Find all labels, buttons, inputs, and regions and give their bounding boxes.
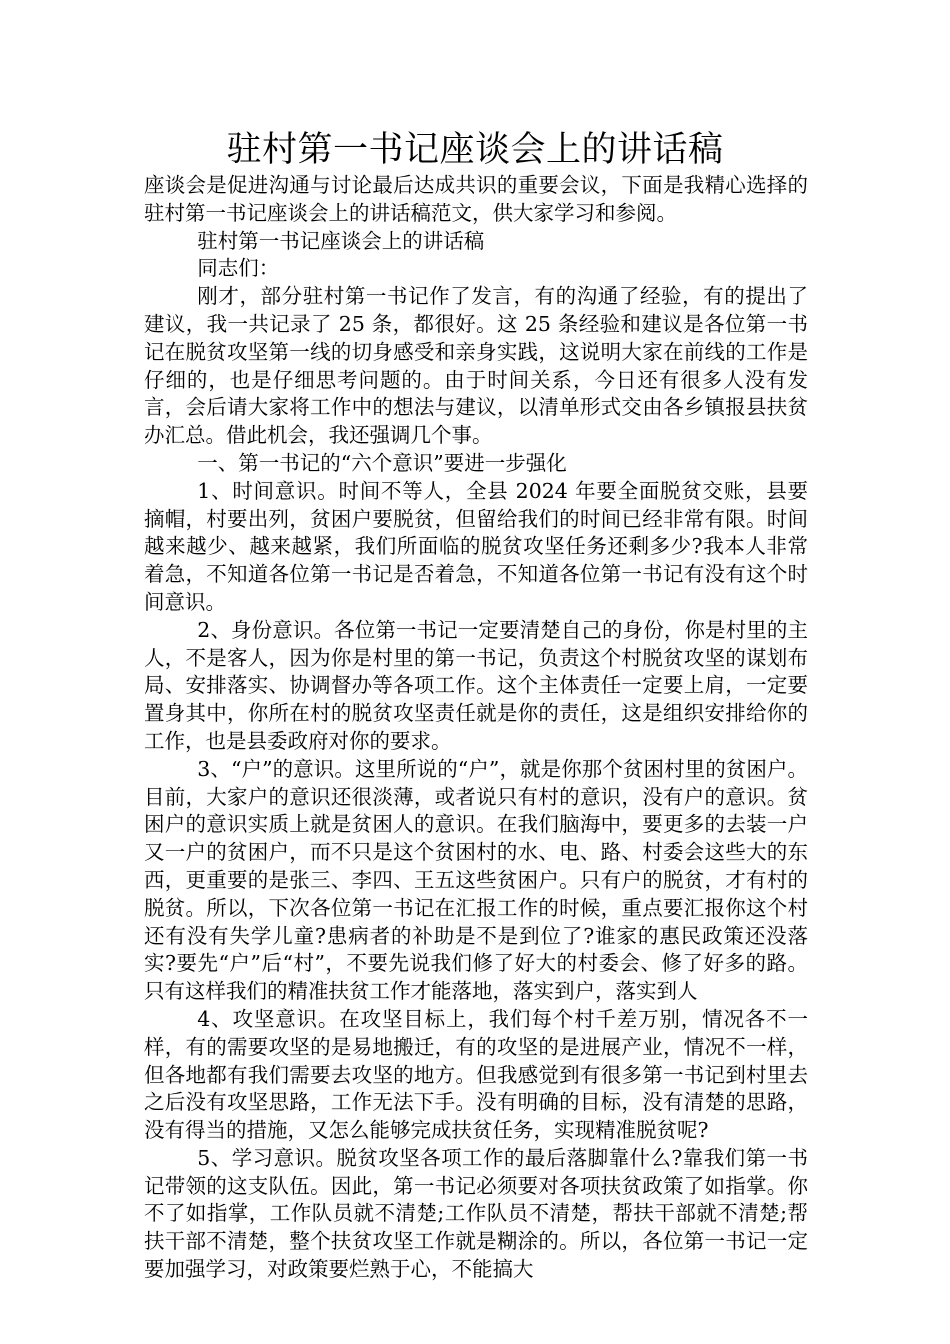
point-household-awareness: 3、“户”的意识。这里所说的“户”，就是你那个贫困村里的贫困户。目前，大家户的意识还很淡薄，或者说只有村的意识，没有户的意识。贫困户的意识实质上就是贫困人的意识。在我们脑海中，要更多的去装一户又一户的贫困户，而不只是这个贫困村的水、电、路、村委会这些大的东西，更重要的是张三、李四、王五这些贫困户。只有户的脱贫，才有村的脱贫。所以，下次各位第一书记在汇报工作的时候，重点要汇报你这个村还有没有失学儿童?患病者的补助是不是到位了?谁家的惠民政策还没落实?要先“户”后“村”，不要先说我们修了好大的村委会、修了好多的路。只有这样我们的精准扶贫工作才能落地，落实到户，落实到人 (144, 756, 808, 1004)
salutation: 同志们： (197, 256, 280, 281)
point-learning-awareness: 5、学习意识。脱贫攻坚各项工作的最后落脚靠什么?靠我们第一书记带领的这支队伍。因此，第一书记必须要对各项扶贫政策了如指掌。你不了如指掌，工作队员就不清楚;工作队员不清楚，帮扶干部就不清楚;帮扶干部不清楚，整个扶贫攻坚工作就是糊涂的。所以，各位第一书记一定要加强学习，对政策要烂熟于心，不能搞大 (144, 1145, 808, 1282)
speech-heading: 驻村第一书记座谈会上的讲话稿 (197, 228, 485, 253)
point-time-awareness: 1、时间意识。时间不等人，全县 2024 年要全面脱贫交账，县要摘帽，村要出列，贫困户要脱贫，但留给我们的时间已经非常有限。时间越来越少、越来越紧，我们所面临的脱贫攻坚任务还剩多少?我本人非常着急，不知道各位第一书记是否着急，不知道各位第一书记有没有这个时间意识。 (144, 478, 808, 614)
opening-paragraph: 刚才，部分驻村第一书记作了发言，有的沟通了经验，有的提出了建议，我一共记录了 25 条，都很好。这 25 条经验和建议是各位第一书记在脱贫攻坚第一线的切身感受和亲身实践，这说明大家在前线的工作是仔细的，也是仔细思考问题的。由于时间关系，今日还有很多人没有发言，会后请大家将工作中的想法与建议，以清单形式交由各乡镇报县扶贫办汇总。借此机会，我还强调几个事。 (144, 284, 808, 448)
section-heading-1: 一、第一书记的“六个意识”要进一步强化 (197, 450, 567, 475)
document-body (144, 172, 808, 1284)
intro-paragraph: 座谈会是促进沟通与讨论最后达成共识的重要会议，下面是我精心选择的驻村第一书记座谈会上的讲话稿范文，供大家学习和参阅。 (144, 173, 808, 225)
document-title: 驻村第一书记座谈会上的讲话稿 (226, 130, 724, 170)
point-tackle-awareness: 4、攻坚意识。在攻坚目标上，我们每个村千差万别，情况各不一样，有的需要攻坚的是易地搬迁，有的攻坚的是进展产业，情况不一样，但各地都有我们需要去攻坚的地方。但我感觉到有很多第一书记到村里去之后没有攻坚思路，工作无法下手。没有明确的目标，没有清楚的思路，没有得当的措施，又怎么能够完成扶贫任务，实现精准脱贫呢? (144, 1006, 808, 1143)
point-identity-awareness: 2、身份意识。各位第一书记一定要清楚自己的身份，你是村里的主人，不是客人，因为你是村里的第一书记，负责这个村脱贫攻坚的谋划布局、安排落实、协调督办等各项工作。这个主体责任一定要上肩，一定要置身其中，你所在村的脱贫攻坚责任就是你的责任，这是组织安排给你的工作，也是县委政府对你的要求。 (144, 617, 808, 753)
